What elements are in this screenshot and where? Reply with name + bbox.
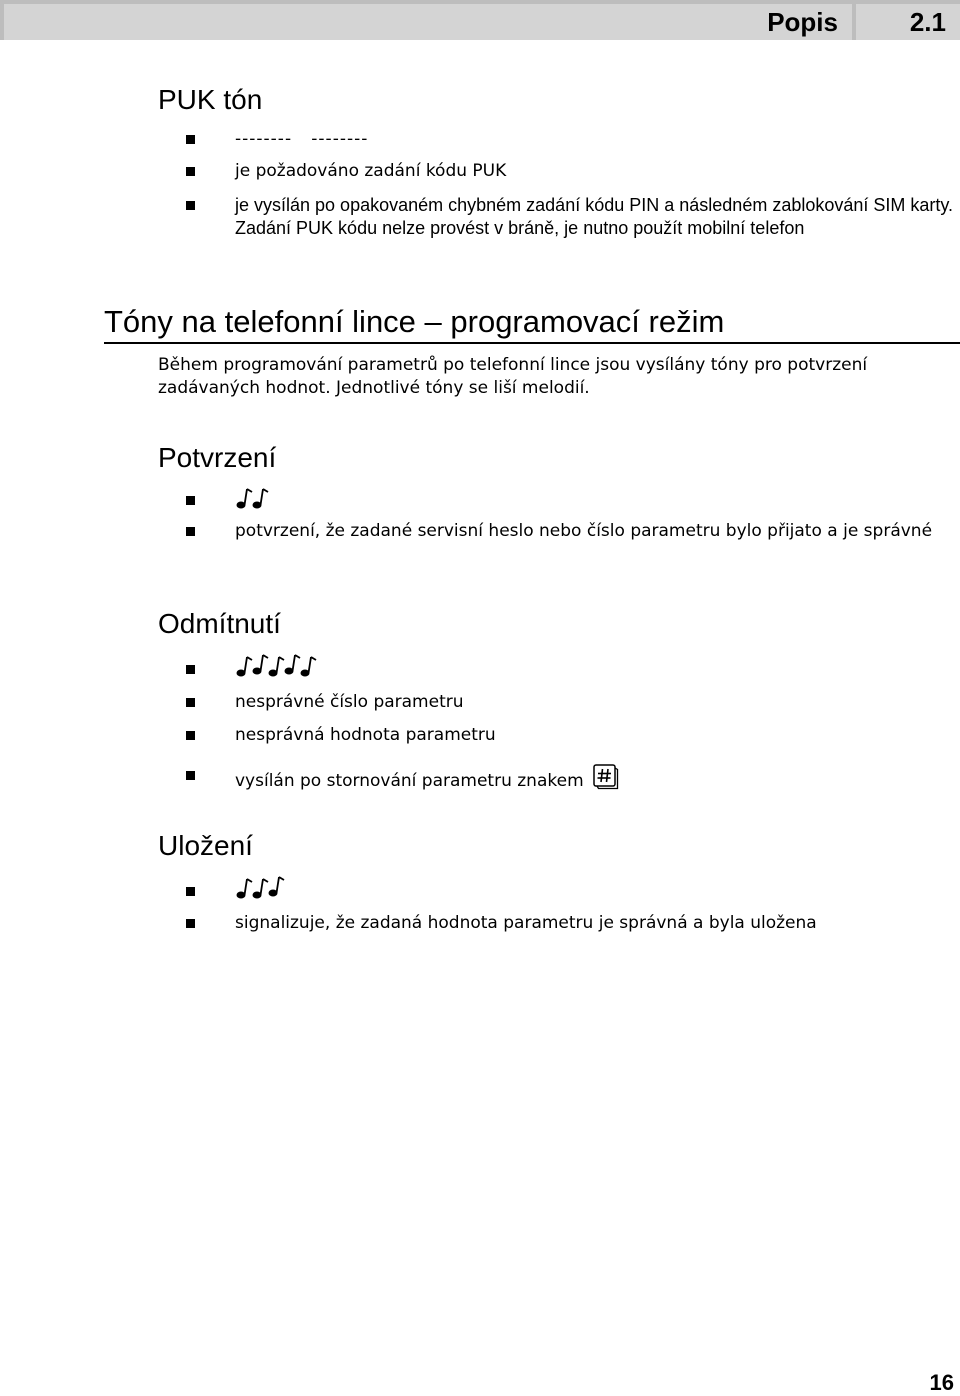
confirm-title: Potvrzení — [158, 442, 277, 473]
bullet-icon — [186, 496, 195, 505]
saved-title: Uložení — [158, 830, 253, 861]
five-eighth-notes-icon — [236, 654, 320, 678]
reject-item-3 — [235, 764, 957, 793]
header-number — [856, 4, 960, 40]
bullet-icon — [186, 887, 195, 896]
bullet-icon — [186, 167, 195, 176]
saved-item-1: signalizuje, že zadaná hodnota parametru je správná a byla uložena — [235, 913, 817, 933]
header-section — [4, 4, 852, 40]
header-number-label: 2.1 — [909, 7, 946, 37]
reject-item-1: nesprávné číslo parametru — [235, 692, 464, 712]
puk-item-2: je vysílán po opakovaném chybném zadání kódu PIN a následném zablokování SIM karty. Zadání PUK kódu nelze provést v bráně, je nutno použít mobilní telefon — [235, 195, 954, 238]
header-section-label: Popis — [767, 7, 838, 37]
confirm-item-1: potvrzení, že zadané servisní heslo nebo číslo parametru bylo přijato a je správné — [235, 521, 933, 541]
two-eighth-notes-icon — [236, 486, 272, 510]
title-rule — [104, 342, 960, 344]
bullet-icon — [186, 771, 195, 780]
reject-item-3-text: vysílán po stornování parametru znakem — [235, 771, 584, 791]
hash-key-icon — [593, 764, 619, 790]
intro-paragraph: Během programování parametrů po telefonní lince jsou vysílány tóny pro potvrzení zadávaných hodnot. Jednotlivé tóny se liší melodií. — [158, 355, 868, 398]
main-title: Tóny na telefonní lince – programovací režim — [104, 304, 725, 339]
puk-item-1: je požadováno zadání kódu PUK — [235, 161, 507, 181]
bullet-icon — [186, 135, 195, 144]
bullet-icon — [186, 201, 195, 210]
bullet-icon — [186, 527, 195, 536]
bullet-icon — [186, 698, 195, 707]
page-number: 16 — [929, 1370, 954, 1395]
reject-title: Odmítnutí — [158, 608, 281, 639]
reject-item-2: nesprávná hodnota parametru — [235, 725, 496, 745]
puk-pattern: -------- -------- — [235, 129, 369, 149]
puk-title: PUK tón — [158, 84, 263, 115]
bullet-icon — [186, 919, 195, 928]
bullet-icon — [186, 665, 195, 674]
bullet-icon — [186, 731, 195, 740]
header-divider — [0, 40, 960, 42]
three-eighth-notes-icon — [236, 876, 288, 900]
